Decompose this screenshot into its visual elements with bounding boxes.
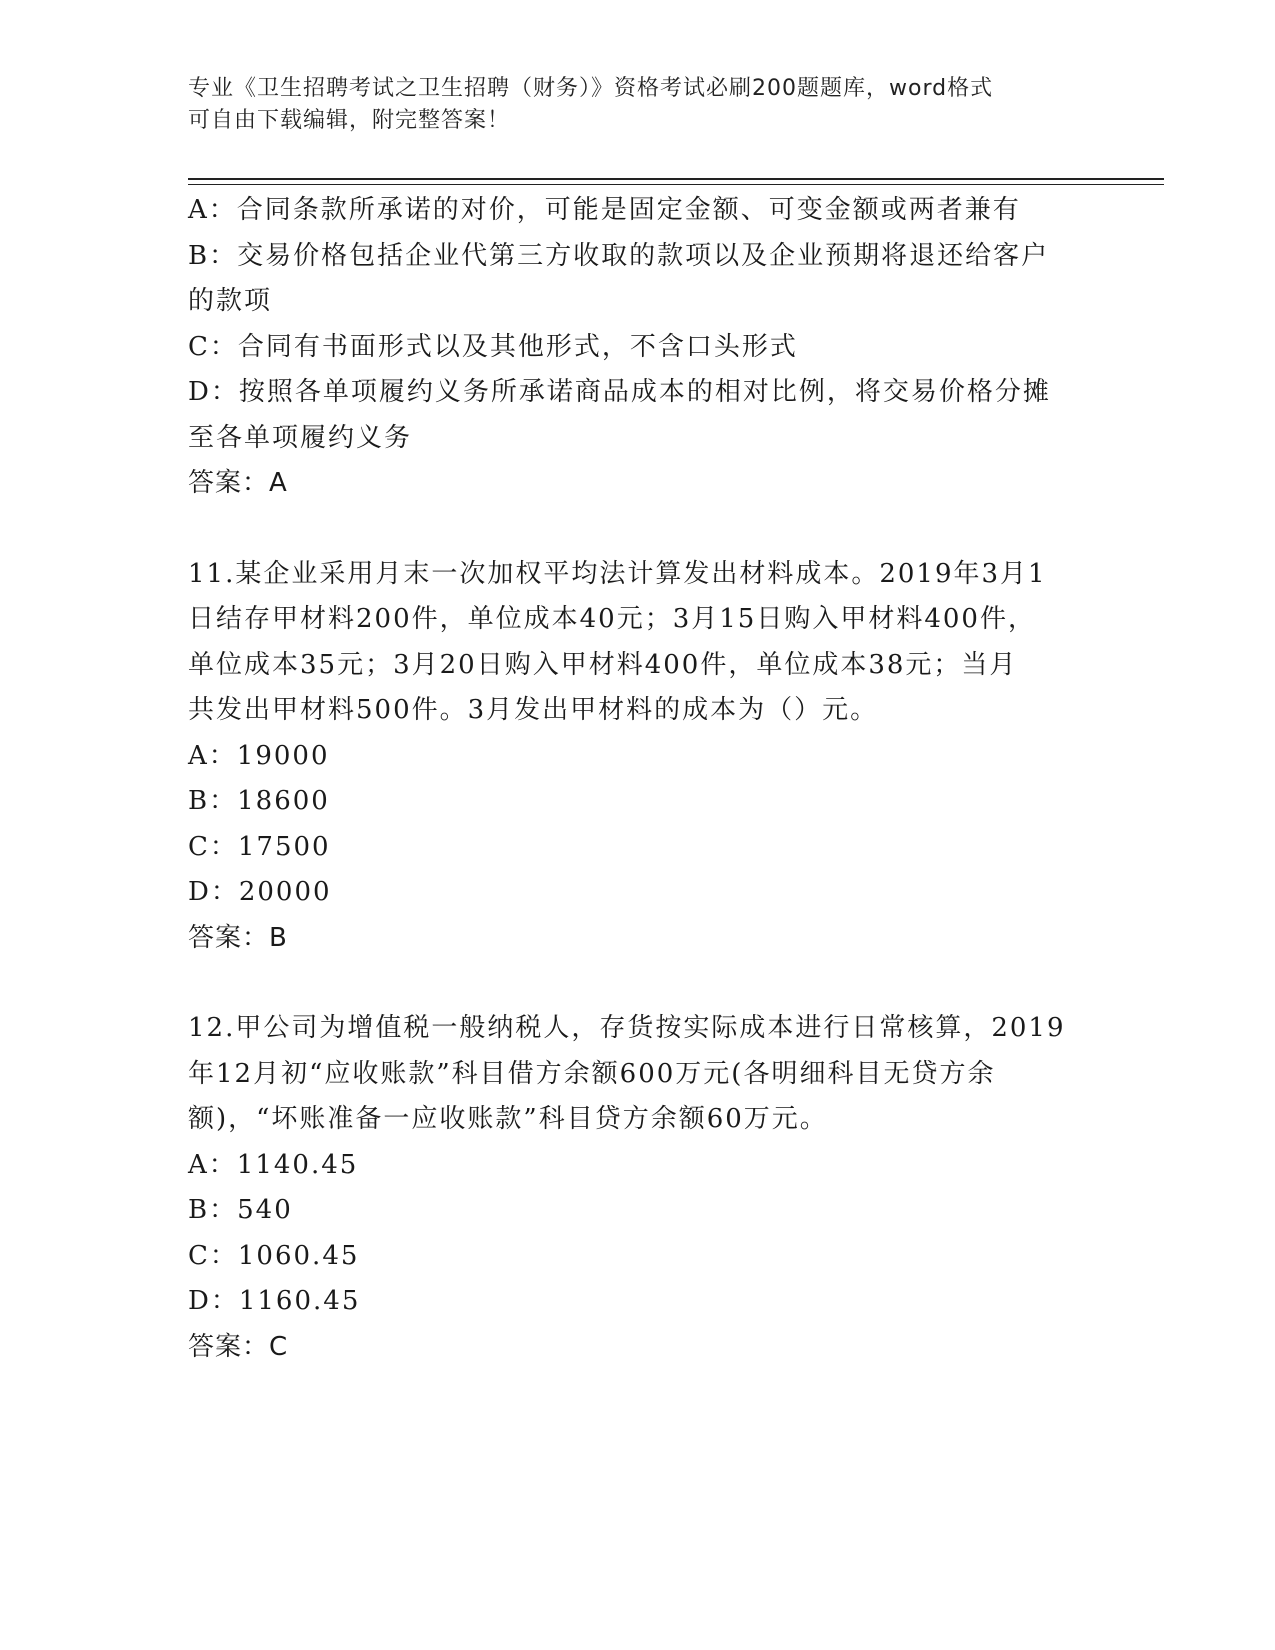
question-10: [188, 188, 1088, 507]
question-stem-continued: 日结存甲材料200件，单位成本40元；3月15日购入甲材料400件，: [188, 604, 1036, 634]
option-c: C：合同有书面形式以及其他形式，不含口头形式: [188, 331, 798, 362]
question-stem-continued: 单位成本35元；3月20日购入甲材料400件，单位成本38元；当月: [188, 649, 1018, 680]
question-stem-continued: 共发出甲材料500件。3月发出甲材料的成本为（）元。: [188, 695, 879, 725]
option-d-continued: 至各单项履约义务: [188, 422, 413, 453]
question-12: [188, 1006, 1088, 1370]
question-stem: 11.某企业采用月末一次加权平均法计算发出材料成本。2019年3月1: [188, 558, 1047, 589]
answer: 答案：B: [188, 922, 288, 953]
answer: 答案：C: [188, 1331, 289, 1362]
question-stem-continued: 额)，“坏账准备一应收账款”科目贷方余额60万元。: [188, 1104, 828, 1134]
answer: 答案：A: [188, 468, 288, 498]
header-title-line-1: 专业《卫生招聘考试之卫生招聘（财务）》资格考试必刷200题题库，word格式: [188, 76, 994, 101]
option-b: B：540: [188, 1195, 293, 1225]
option-a: A：19000: [188, 740, 330, 771]
option-c: C：17500: [188, 831, 331, 862]
option-b-continued: 的款项: [188, 286, 273, 316]
spacer: [188, 507, 1088, 552]
question-stem: 12.甲公司为增值税一般纳税人，存货按实际成本进行日常核算，2019: [188, 1013, 1066, 1043]
option-c: C：1060.45: [188, 1240, 360, 1271]
header-divider-thin: [188, 184, 1164, 185]
option-d: D：按照各单项履约义务所承诺商品成本的相对比例，将交易价格分摊: [188, 377, 1051, 407]
question-11: [188, 552, 1088, 962]
header-title-line-2: 可自由下载编辑，附完整答案！: [188, 108, 511, 133]
option-b: B：交易价格包括企业代第三方收取的款项以及企业预期将退还给客户: [188, 240, 1050, 271]
document-body: [188, 188, 1088, 1370]
option-a: A：1140.45: [188, 1149, 359, 1180]
option-a: A：合同条款所承诺的对价，可能是固定金额、可变金额或两者兼有: [188, 195, 1021, 225]
header-divider-thick: [188, 178, 1164, 180]
option-b: B：18600: [188, 786, 330, 816]
option-d: D：1160.45: [188, 1286, 361, 1316]
document-header: [188, 73, 1088, 137]
question-stem-continued: 年12月初“应收账款”科目借方余额600万元(各明细科目无贷方余: [188, 1058, 996, 1089]
spacer: [188, 961, 1088, 1006]
option-d: D：20000: [188, 877, 332, 907]
